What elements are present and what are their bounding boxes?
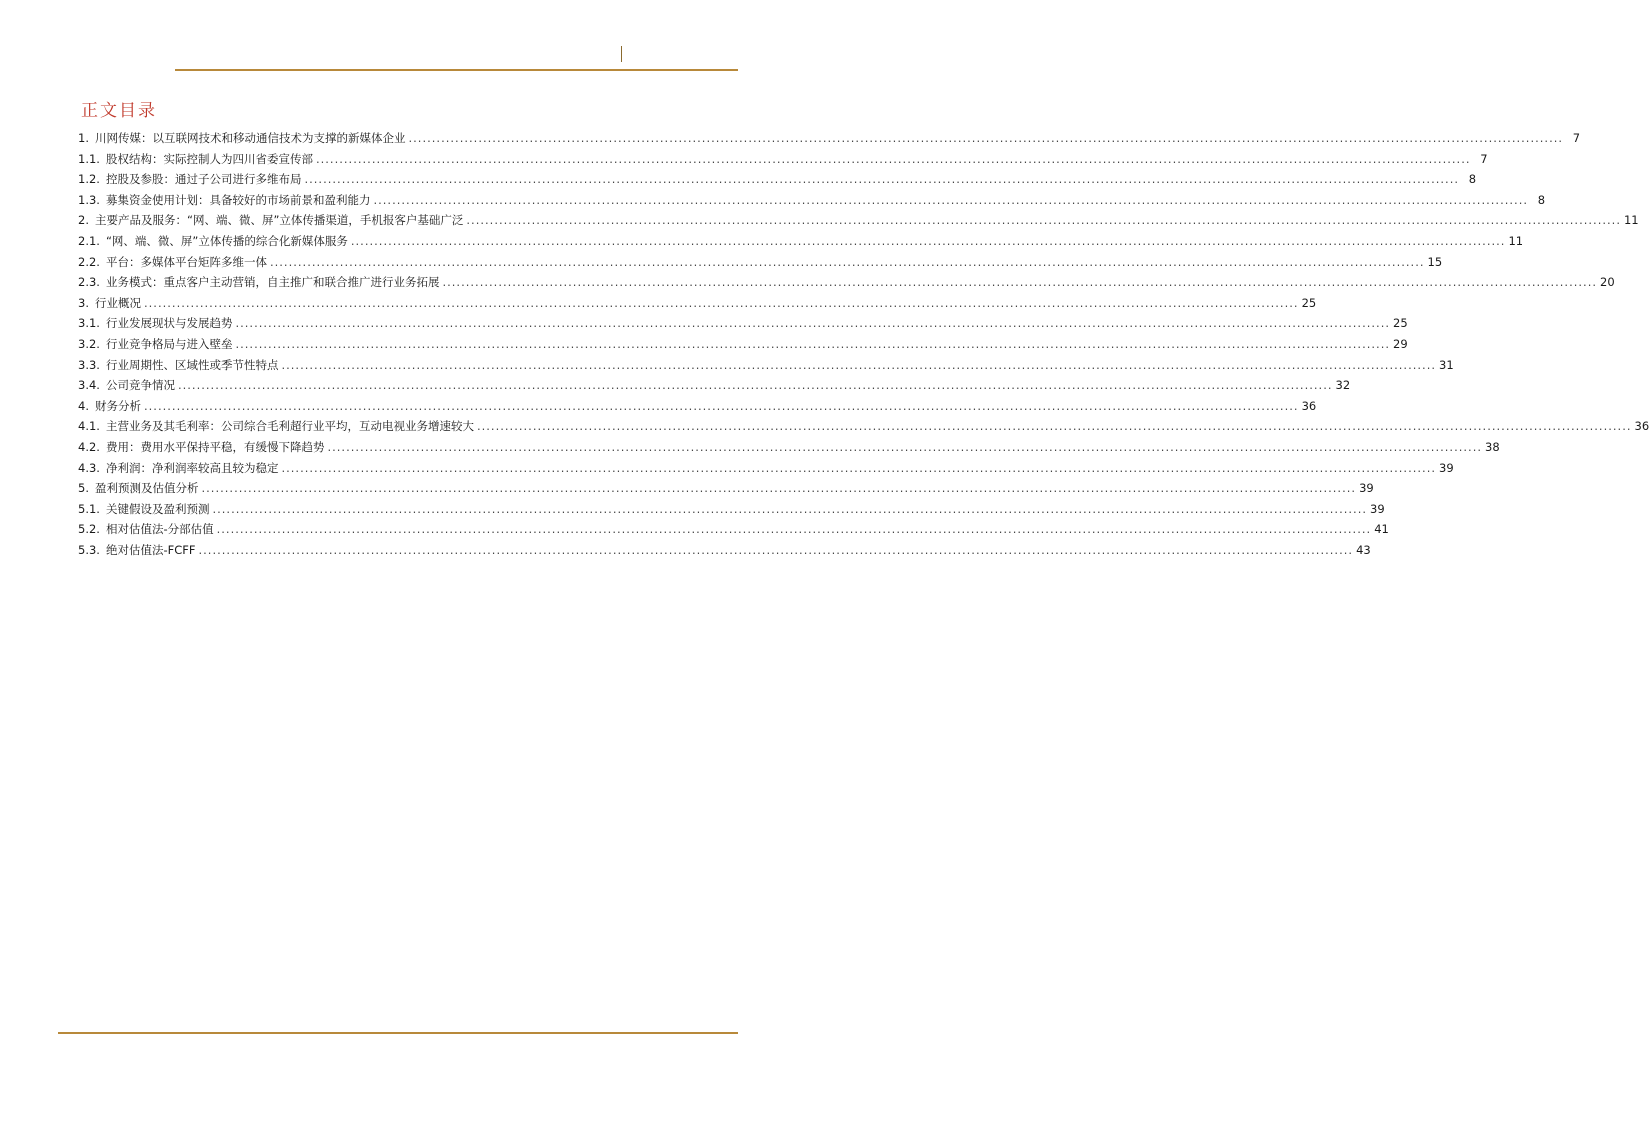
toc-item-page-number: 15 [1427, 254, 1443, 269]
toc-item-number: 1.2. [78, 172, 100, 187]
toc-item-text: “网、端、微、屏”立体传播的综合化新媒体服务 [105, 233, 348, 248]
toc-item-page-number: 25 [1393, 316, 1408, 331]
toc-item-text: 川网传媒：以互联网技术和移动通信技术为支撑的新媒体企业 [94, 131, 406, 145]
header-divider-mark [621, 46, 622, 62]
toc-item-text: 行业周期性、区域性或季节性特点 [105, 357, 279, 372]
toc-item-text: 相对估值法-分部估值 [105, 522, 214, 537]
toc-item-page-number: 25 [1301, 295, 1317, 310]
toc-item-page-number: 39 [1439, 460, 1454, 475]
toc-item-page-number: 11 [1508, 233, 1524, 248]
toc-item-leader-dots [281, 355, 1436, 376]
toc-list [78, 128, 1649, 560]
toc-item-leader-dots [178, 375, 1333, 396]
toc-item-page-number: 8 [1537, 192, 1546, 207]
toc-item-page-number: 32 [1335, 378, 1351, 393]
toc-item[interactable] [78, 293, 1317, 314]
toc-item[interactable] [78, 149, 1488, 170]
toc-item-number: 3.1. [78, 316, 100, 331]
toc-item-text: 关键假设及盈利预测 [105, 501, 210, 516]
toc-item[interactable] [78, 437, 1500, 458]
toc-item-text: 财务分析 [94, 398, 141, 413]
toc-item-leader-dots [144, 293, 1299, 314]
header-rule [175, 69, 738, 71]
toc-item-number: 2.1. [78, 233, 100, 248]
toc-item-page-number: 38 [1485, 439, 1500, 454]
toc-item[interactable] [78, 478, 1374, 499]
toc-item-text: 控股及参股：通过子公司进行多维布局 [105, 172, 302, 187]
toc-item-leader-dots [373, 190, 1528, 211]
toc-item-leader-dots [270, 252, 1425, 273]
toc-item-number: 4.3. [78, 460, 100, 475]
toc-item[interactable] [78, 519, 1389, 540]
toc-item-leader-dots [235, 334, 1390, 355]
toc-item-text: 主要产品及服务：“网、端、微、屏”立体传播渠道，手机报客户基础广泛 [94, 213, 464, 228]
toc-item-text: 盈利预测及估值分析 [94, 481, 199, 496]
toc-item-page-number: 43 [1356, 542, 1371, 557]
toc-item[interactable] [78, 210, 1639, 231]
toc-item-number: 1. [78, 131, 89, 145]
toc-item-number: 2.3. [78, 275, 100, 290]
toc-item-leader-dots [212, 499, 1367, 520]
toc-item[interactable] [78, 190, 1546, 211]
toc-item-text: 净利润：净利润率较高且较为稳定 [105, 460, 279, 475]
toc-item-page-number: 36 [1634, 419, 1649, 434]
toc-item-number: 2. [78, 213, 89, 228]
toc-item-leader-dots [201, 478, 1356, 499]
toc-item-number: 4.2. [78, 439, 100, 454]
toc-item[interactable] [78, 313, 1408, 334]
toc-item[interactable] [78, 334, 1408, 355]
toc-item-page-number: 29 [1393, 336, 1408, 351]
toc-item[interactable] [78, 499, 1385, 520]
toc-item-number: 5.2. [78, 522, 100, 537]
toc-item-number: 5.3. [78, 542, 100, 557]
toc-item-text: 募集资金使用计划：具备较好的市场前景和盈利能力 [105, 192, 371, 207]
toc-item-page-number: 7 [1480, 151, 1488, 166]
toc-item-number: 3.4. [78, 378, 100, 393]
toc-item[interactable] [78, 375, 1351, 396]
toc-item-leader-dots [466, 210, 1621, 231]
toc-item-number: 5.1. [78, 501, 100, 516]
toc-item-leader-dots [235, 313, 1390, 334]
toc-item[interactable] [78, 231, 1524, 252]
toc-item-text: 业务模式：重点客户主动营销，自主推广和联合推广进行业务拓展 [105, 275, 440, 290]
toc-item-text: 费用：费用水平保持平稳，有缓慢下降趋势 [105, 439, 325, 454]
toc-item-text: 行业概况 [94, 295, 141, 310]
toc-item-page-number: 20 [1600, 275, 1615, 290]
toc-item-number: 1.1. [78, 151, 100, 166]
toc-item[interactable] [78, 458, 1454, 479]
toc-item-leader-dots [316, 149, 1471, 170]
toc-item-text: 绝对估值法-FCFF [105, 542, 196, 557]
toc-item-leader-dots [217, 519, 1372, 540]
toc-item[interactable] [78, 540, 1371, 561]
toc-item[interactable] [78, 128, 1581, 149]
toc-item-leader-dots [477, 416, 1632, 437]
toc-item-number: 4.1. [78, 419, 100, 434]
toc-item-text: 行业竞争格局与进入壁垒 [105, 336, 233, 351]
toc-item-text: 股权结构：实际控制人为四川省委宣传部 [105, 151, 313, 166]
toc-title: 正文目录 [81, 101, 157, 121]
toc-item[interactable] [78, 416, 1649, 437]
toc-item-number: 3.3. [78, 357, 100, 372]
toc-item-number: 1.3. [78, 192, 100, 207]
toc-item[interactable] [78, 272, 1615, 293]
toc-item-leader-dots [281, 458, 1436, 479]
toc-item-text: 主营业务及其毛利率：公司综合毛利超行业平均，互动电视业务增速较大 [105, 419, 474, 434]
toc-item[interactable] [78, 252, 1443, 273]
toc-item-page-number: 39 [1370, 501, 1385, 516]
toc-item-leader-dots [304, 169, 1459, 190]
toc-item-text: 行业发展现状与发展趋势 [105, 316, 233, 331]
toc-item[interactable] [78, 169, 1477, 190]
toc-item-number: 4. [78, 398, 89, 413]
toc-item-leader-dots [408, 128, 1563, 149]
toc-item-number: 3.2. [78, 336, 100, 351]
toc-item-leader-dots [327, 437, 1482, 458]
toc-item-page-number: 36 [1301, 398, 1317, 413]
toc-item-leader-dots [198, 540, 1353, 561]
toc-item[interactable] [78, 355, 1454, 376]
toc-item-page-number: 8 [1468, 172, 1477, 187]
toc-item-page-number: 39 [1359, 481, 1374, 496]
toc-item-page-number: 11 [1623, 213, 1639, 228]
toc-item-leader-dots [442, 272, 1597, 293]
toc-item[interactable] [78, 396, 1317, 417]
toc-item-page-number: 7 [1572, 131, 1581, 145]
footer-rule [58, 1032, 738, 1034]
toc-item-number: 2.2. [78, 254, 100, 269]
toc-item-text: 平台：多媒体平台矩阵多维一体 [105, 254, 267, 269]
toc-item-page-number: 41 [1374, 522, 1389, 537]
toc-item-number: 3. [78, 295, 89, 310]
toc-item-leader-dots [351, 231, 1506, 252]
toc-item-page-number: 31 [1439, 357, 1454, 372]
toc-item-number: 5. [78, 481, 89, 496]
toc-item-text: 公司竞争情况 [105, 378, 175, 393]
toc-item-leader-dots [144, 396, 1299, 417]
